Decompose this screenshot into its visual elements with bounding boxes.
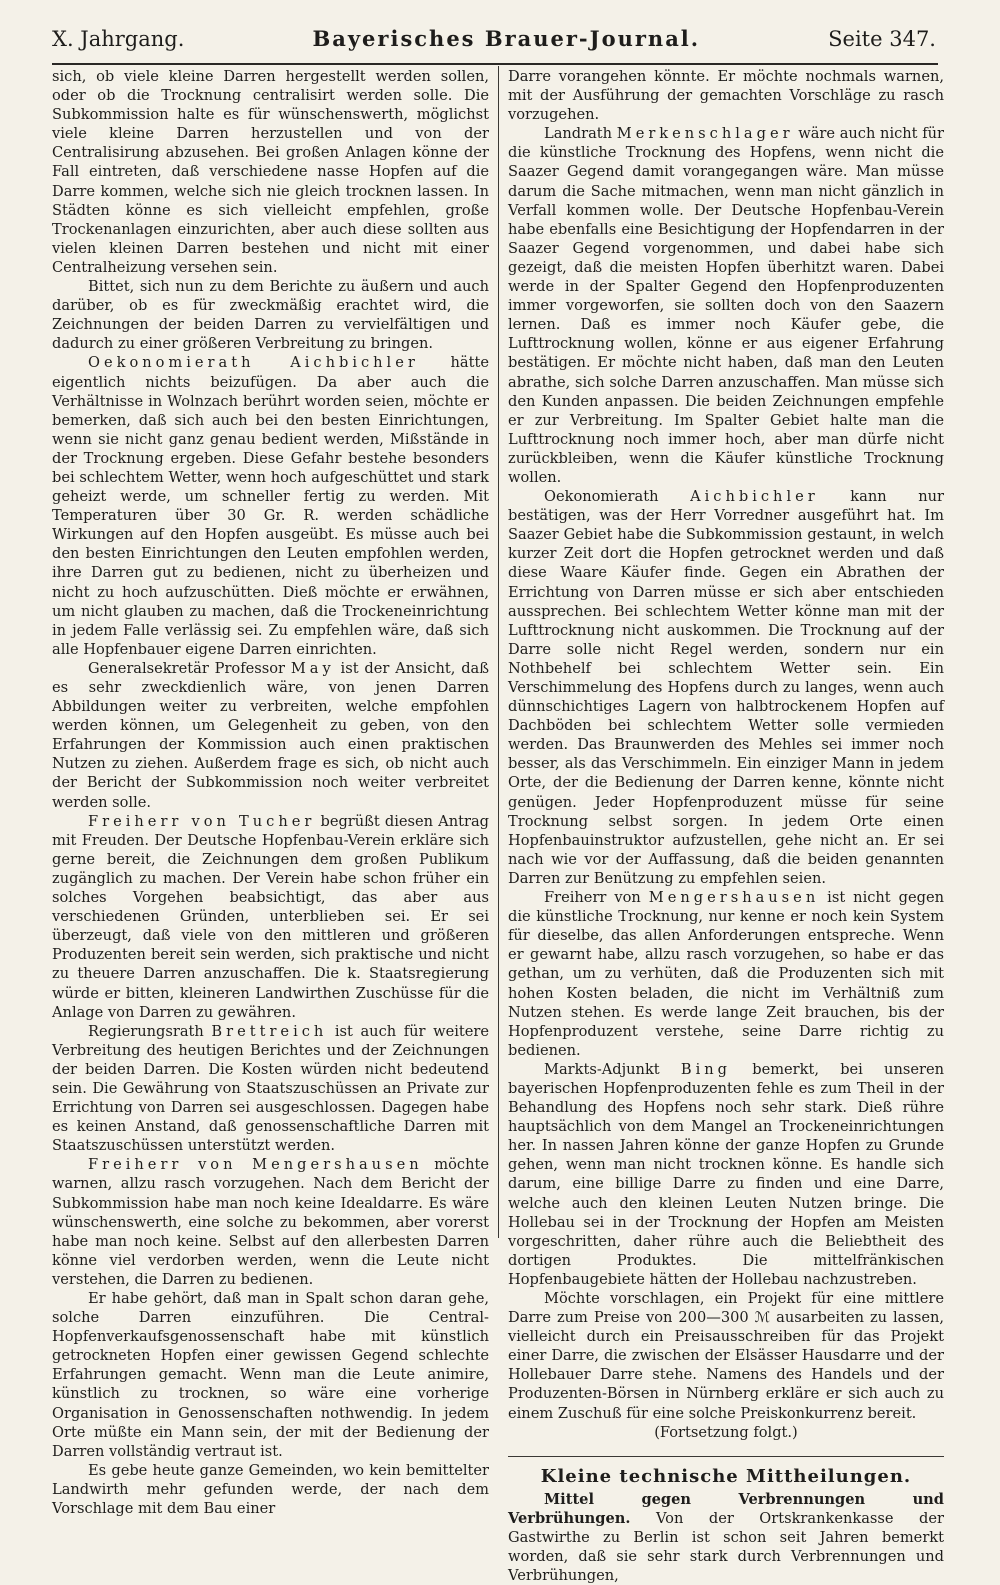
paragraph-text: bemerkt, bei unseren bayerischen Hopfenproduzenten fehle es zum Theil in der Behandlung des Hopfens noch sehr stark. Dieß rühre hauptsächlich von dem Mangel an Trockeneinrichtungen her. In nassen Jahren könne der ganze Hopfen zu Grunde gehen, wenn man nicht trocknen könne. Es handle sich darum, eine billige Darre zu finden und eine Darre, welche auch den kleinen Leuten Nutzen bringe. Die Hollebau sei in der Trocknung der Hopfen am Meisten vorgeschritten, daher rühre auch die Beliebtheit des dortigen Produktes. Die mittelfränkischen Hopfenbaugebiete hätten der Hollebau nachzustreben. (508, 1060, 944, 1288)
speaker-name: Oekonomierath Aichbichler (88, 354, 419, 372)
page-number: Seite 347. (828, 27, 936, 51)
paragraph-text: hätte eigentlich nichts beizufügen. Da aber auch die Verhältnisse in Wolnzach berührt worden seien, möchte er bemerken, daß sich auch bei den besten Einrichtungen, wenn sie nicht ganz genau bedient werden, Mißstände in der Trocknung ergeben. Diese Gefahr bestehe besonders bei schlechtem Wetter, wenn hoch aufgeschüttet und stark geheizt werde, um schneller fertig zu werden. Mit Temperaturen über 30 Gr. R. werden schädliche Wirkungen auf den Hopfen ausgeübt. Es müsse auch bei den besten Einrichtungen den Leuten empfohlen werden, ihre Darren gut zu bedienen, nicht zu überheizen und nicht zu hoch aufzuschütten. Dieß möchte er erwähnen, um nicht glauben zu machen, daß die Trockeneinrichtung in jedem Falle verlässig sei. Zu empfehlen wäre, daß sich alle Hopfenbauer eigene Darren einrichten. (52, 354, 490, 658)
paragraph (508, 1060, 944, 1289)
paragraph-text: ist auch für weitere Verbreitung des heutigen Berichtes und der Zeichnungen der beiden Darren. Die Kosten würden nicht bedeutend sein. Die Gewährung von Staatszuschüssen an Private zur Errichtung von Darren sei ausgeschlossen. Dagegen habe es keinen Anstand, daß genossenschaftliche Darren mit Staatszuschüssen unterstützt werden. (52, 1022, 489, 1155)
paragraph: Möchte vorschlagen, ein Projekt für eine mittlere Darre zum Preise von 200—300 ℳ ausarbeiten zu lassen, vielleicht durch ein Preisausschreiben für das Projekt einer Darre, die zwischen der Elsässer Hausdarre und der Hollebauer Darre stehe. Namens des Handels und der Produzenten-Börsen in Nürnberg erkläre er sich auch zu einem Zuschuß für eine solche Preiskonkurrenz bereit. (508, 1290, 944, 1422)
paragraph-text: Von der Ortskrankenkasse der Gastwirthe zu Berlin ist schon seit Jahren bemerkt worden, daß sie sehr stark durch Verbrennungen und Verbrühungen, (508, 1509, 944, 1585)
paragraph-text: ist nicht gegen die künstliche Trocknung, nur kenne er noch kein System für dieselbe, das allen Anforderungen entspreche. Wenn er gewarnt habe, allzu rasch vorzugehen, so habe er das gethan, um zu verhüten, daß die Produzenten sich mit hohen Kosten beladen, die nicht im Verhältniß zum Nutzen stehen. Es werde lange Zeit brauchen, bis der Hopfenproduzent verstehe, seine Darre richtig zu bedienen. (508, 889, 944, 1059)
paragraph (508, 1490, 944, 1585)
speaker-title: Markts-Adjunkt (544, 1060, 681, 1078)
speaker-name: Brettreich (211, 1022, 328, 1040)
right-column (508, 67, 944, 1585)
page-header (52, 26, 936, 56)
journal-title: Bayerisches Brauer-Journal. (312, 26, 701, 51)
section-subtitle: Mittel gegen Verbrennungen und Verbrühungen. (508, 1490, 944, 1527)
paragraph (508, 487, 944, 888)
speaker-name: Freiherr von Mengershausen (88, 1156, 423, 1174)
speaker-title: Oekonomierath (544, 488, 691, 506)
paragraph (52, 1022, 489, 1156)
speaker-name: Mengershausen (648, 889, 820, 907)
paragraph (52, 1155, 489, 1289)
paragraph: sich, ob viele kleine Darren hergestellt werden sollen, oder ob die Trocknung centralisirt werden solle. Die Subkommission halte es für wünschenswerth, möglichst viele kleine Darren herzustellen und von der Centralisirung abzusehen. Bei großen Anlagen könne der Fall eintreten, daß verschiedene nasse Hopfen auf die Darre kommen, welche sich nie gleich trocknen lassen. In Städten könne es sich vielleicht empfehlen, große Trockenanlagen einzurichten, aber auch diese sollten aus vielen kleinen Darren bestehen und nicht mit einer Centralheizung versehen sein. (52, 68, 489, 276)
speaker-title: Freiherr von (544, 889, 649, 907)
paragraph: Es gebe heute ganze Gemeinden, wo kein bemittelter Landwirth mehr gefunden werde, der nach dem Vorschlage mit dem Bau einer (52, 1461, 489, 1518)
paragraph-text: begrüßt diesen Antrag mit Freuden. Der Deutsche Hopfenbau-Verein erkläre sich gerne bereit, die Zeichnungen dem großen Publikum zugänglich zu machen. Der Verein habe schon früher ein solches Vorgehen beabsichtigt, das aber aus verschiedenen Gründen, unterblieben sei. Er sei überzeugt, daß viele von den mittleren und größeren Produzenten bereit sein werden, sich praktische und nicht zu theuere Darren anzuschaffen. Die k. Staatsregierung würde er bitten, kleineren Landwirthen Zuschüsse für die Anlage von Darren zu gewähren. (52, 812, 490, 1021)
speaker-title: Generalsekretär Professor (88, 659, 291, 677)
left-column (52, 67, 490, 1518)
paragraph-text: wäre auch nicht für die künstliche Trocknung des Hopfens, wenn nicht die Saazer Gegend damit vorangegangen wäre. Man müsse darum die Sache mitmachen, wenn man nicht gänzlich in Verfall kommen wolle. Der Deutsche Hopfenbau-Verein habe ebenfalls eine Besichtigung der Hopfendarren in der Saazer Gegend vorgenommen, und dabei habe sich gezeigt, daß die meisten Hopfen überhitzt waren. Dabei werde in der Spalter Gegend den Hopfenproduzenten immer vorgeworfen, sie sollten doch von den Saazern lernen. Daß es immer noch Käufer gebe, die Lufttrocknung wollen, könne er aus eigener Erfahrung bestätigen. Er möchte nicht haben, daß man den Leuten abrathe, sich solche Darren anzuschaffen. Man müsse sich den Kunden anpassen. Die beiden Zeichnungen empfehle er zur Verbreitung. Im Spalter Gebiet halte man die Lufttrocknung noch immer hoch, aber man dürfe nicht zurückbleiben, wenn die Käufer künstliche Trocknung wollen. (508, 125, 944, 486)
paragraph: Bittet, sich nun zu dem Berichte zu äußern und auch darüber, ob es für zweckmäßig erachtet wird, die Zeichnungen der beiden Darren zu vervielfältigen und dadurch zu einer größeren Verbreitung zu bringen. (52, 278, 489, 353)
paragraph (52, 353, 489, 659)
paragraph-text: ist der Ansicht, daß es sehr zweckdienlich wäre, von jenen Darren Abbildungen weiter zu verbreiten, welche empfohlen werden können, um Gelegenheit zu geben, von den Erfahrungen der Kommission auch einen praktischen Nutzen zu ziehen. Außerdem frage es sich, ob nicht auch der Bericht der Subkommission noch weiter verbreitet werden solle. (52, 659, 489, 811)
volume-label: X. Jahrgang. (52, 27, 185, 51)
paragraph-text: möchte warnen, allzu rasch vorzugehen. Nach dem Bericht der Subkommission habe man noch keine Idealdarre. Es wäre wünschenswerth, eine solche zu bekommen, aber vorerst habe man noch keine. Selbst auf den allerbesten Darren könne viel verdorben werden, wenn die Leute nicht verstehen, die Darren zu bedienen. (52, 1156, 489, 1288)
paragraph (508, 888, 944, 1060)
speaker-name: Bing (680, 1060, 732, 1078)
paragraph: Er habe gehört, daß man in Spalt schon daran gehe, solche Darren einzuführen. Die Central-Hopfenverkaufsgenossenschaft habe mit künstlich getrockneten Hopfen einer gewissen Gegend schlechte Erfahrungen gemacht. Wenn man die Leute animire, künstlich zu trocknen, so wäre eine vorherige Organisation in Genossenschaften nothwendig. In jedem Orte müßte ein Mann sein, der mit der Bedienung der Darren vollständig vertraut ist. (52, 1290, 489, 1460)
continued-note: (Fortsetzung folgt.) (654, 1423, 798, 1441)
column-divider (498, 66, 499, 1238)
paragraph: Darre vorangehen könnte. Er möchte nochmals warnen, mit der Ausführung der gemachten Vorschläge zu rasch vorzugehen. (508, 68, 944, 124)
speaker-name: May (290, 659, 335, 677)
header-rule (52, 63, 938, 65)
section-divider (508, 1456, 944, 1457)
speaker-name: Merkenschlager (616, 125, 794, 143)
speaker-name: Aichbichler (690, 488, 819, 506)
paragraph (52, 812, 489, 1022)
paragraph (52, 659, 489, 812)
section-title: Kleine technische Mittheilungen. (540, 1465, 912, 1487)
paragraph-text: kann nur bestätigen, was der Herr Vorredner ausgeführt hat. Im Saazer Gebiet habe die Subkommission gestaunt, in welch kurzer Zeit dort die Hopfen getrocknet werden und daß diese Waare Käufer finde. Gegen ein Abrathen der Errichtung von Darren müsse er sich aber entschieden aussprechen. Bei schlechtem Wetter könne man mit der Lufttrocknung nicht auskommen. Die Trocknung auf der Darre solle nicht Regel werden, sondern nur ein Nothbehelf bei schlechtem Wetter sein. Ein Verschimmelung des Hopfens durch zu langes, wenn auch dünnschichtiges Lagern von halbtrockenem Hopfen auf Dachböden bei schlechtem Wetter solle vermieden werden. Das Braunwerden des Mehles sei immer noch besser, als das Verschimmeln. Ein einziger Mann in jedem Orte, der die Bedienung der Darren kenne, könnte nicht genügen. Jeder Hopfenproduzent müsse für seine Trocknung selbst sorgen. In jedem Orte einen Hopfenbauinstruktor aufzustellen, gehe nicht an. Er sei nach wie vor der Auffassung, daß die beiden genannten Darren zur Benützung zu empfehlen seien. (508, 488, 944, 887)
speaker-title: Regierungsrath (88, 1022, 212, 1040)
speaker-name: Freiherr von Tucher (88, 812, 316, 830)
speaker-title: Landrath (544, 125, 617, 143)
paragraph (508, 124, 944, 487)
